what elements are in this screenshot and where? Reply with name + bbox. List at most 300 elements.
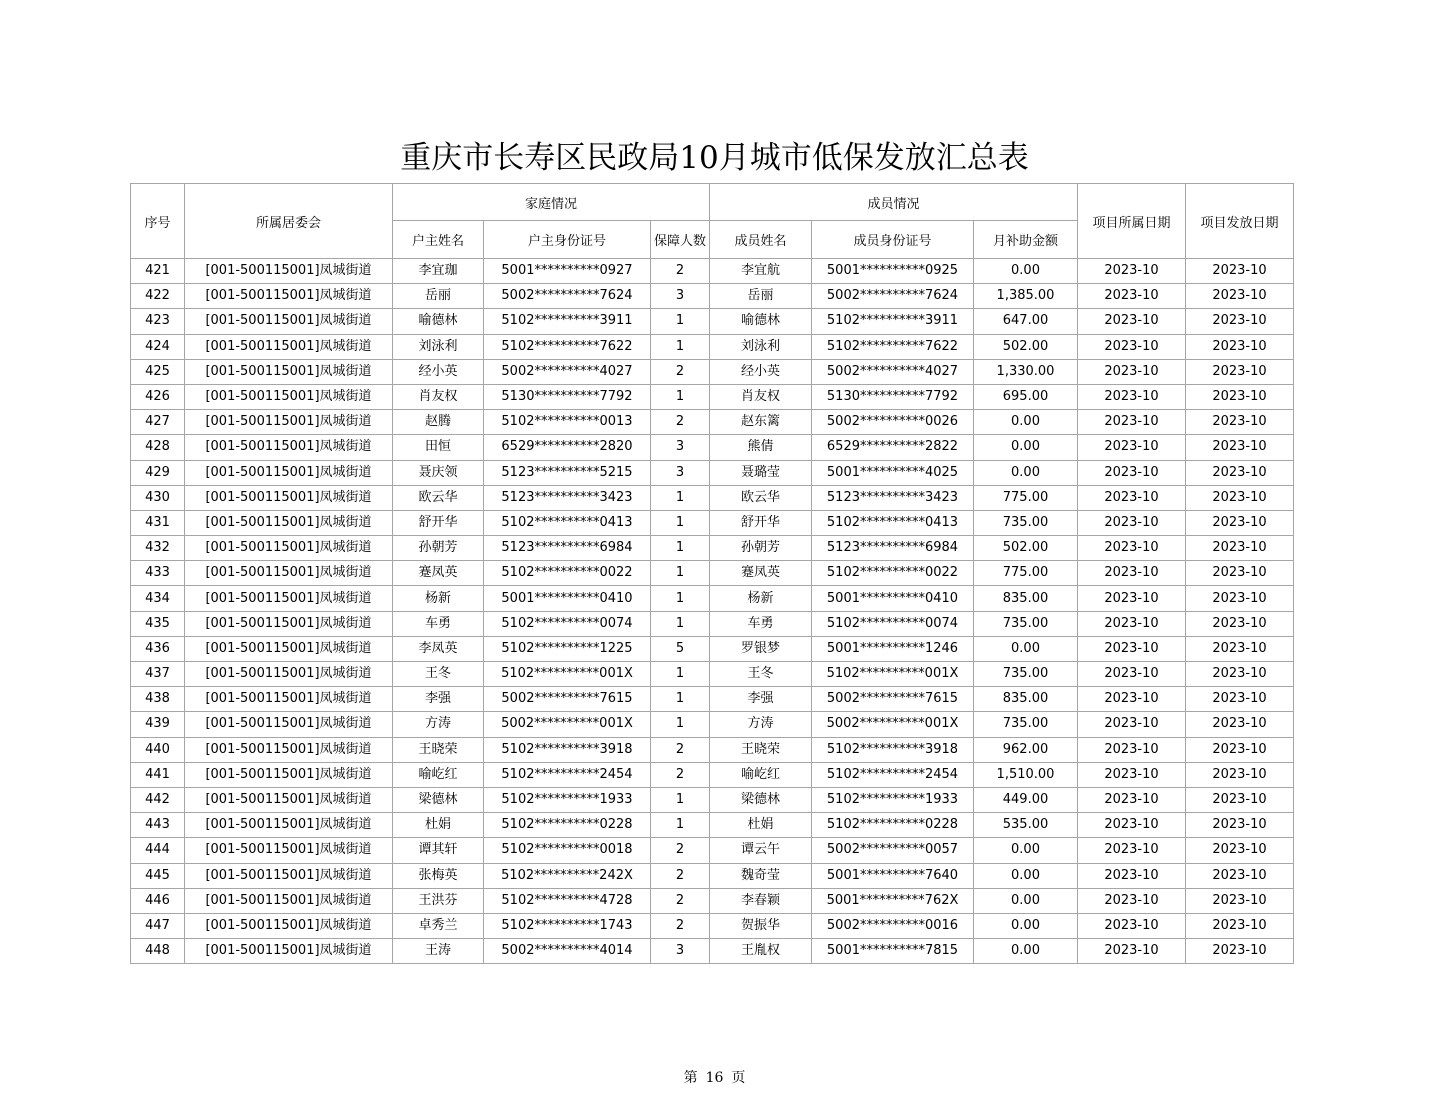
cell-head-id: 5102**********1225 <box>484 636 651 661</box>
cell-period: 2023-10 <box>1078 435 1186 460</box>
cell-subsidy: 0.00 <box>974 259 1078 284</box>
cell-seq: 439 <box>131 712 185 737</box>
cell-issue: 2023-10 <box>1186 813 1294 838</box>
page-number: 16 <box>705 1070 724 1086</box>
cell-committee: [001-500115001]凤城街道 <box>185 359 393 384</box>
cell-member-id: 5123**********3423 <box>812 485 974 510</box>
cell-subsidy: 0.00 <box>974 888 1078 913</box>
cell-head-id: 5002**********7615 <box>484 687 651 712</box>
cell-head-name: 李凤英 <box>393 636 484 661</box>
cell-subsidy: 1,510.00 <box>974 762 1078 787</box>
cell-subsidy: 735.00 <box>974 611 1078 636</box>
cell-period: 2023-10 <box>1078 813 1186 838</box>
cell-head-id: 5102**********001X <box>484 662 651 687</box>
cell-head-id: 5002**********4027 <box>484 359 651 384</box>
cell-seq: 444 <box>131 838 185 863</box>
table-row <box>131 611 1294 636</box>
cell-member-id: 5001**********4025 <box>812 460 974 485</box>
cell-period: 2023-10 <box>1078 838 1186 863</box>
cell-head-id: 5102**********3911 <box>484 309 651 334</box>
table-row <box>131 687 1294 712</box>
cell-period: 2023-10 <box>1078 309 1186 334</box>
cell-head-name: 车勇 <box>393 611 484 636</box>
cell-seq: 430 <box>131 485 185 510</box>
cell-head-name: 李强 <box>393 687 484 712</box>
header-subsidy: 月补助金额 <box>974 221 1078 259</box>
cell-issue: 2023-10 <box>1186 334 1294 359</box>
cell-subsidy: 1,330.00 <box>974 359 1078 384</box>
cell-seq: 436 <box>131 636 185 661</box>
cell-member-name: 谭云午 <box>710 838 812 863</box>
cell-member-name: 欧云华 <box>710 485 812 510</box>
cell-period: 2023-10 <box>1078 636 1186 661</box>
cell-member-id: 5102**********001X <box>812 662 974 687</box>
cell-period: 2023-10 <box>1078 259 1186 284</box>
cell-subsidy: 502.00 <box>974 536 1078 561</box>
cell-member-id: 5002**********0057 <box>812 838 974 863</box>
cell-issue: 2023-10 <box>1186 888 1294 913</box>
table-row <box>131 384 1294 409</box>
page-footer <box>0 1068 1429 1088</box>
cell-member-name: 李宜航 <box>710 259 812 284</box>
cell-committee: [001-500115001]凤城街道 <box>185 334 393 359</box>
cell-seq: 423 <box>131 309 185 334</box>
cell-member-id: 5002**********001X <box>812 712 974 737</box>
table-row <box>131 838 1294 863</box>
cell-head-id: 5102**********0018 <box>484 838 651 863</box>
cell-member-name: 方涛 <box>710 712 812 737</box>
table-row <box>131 435 1294 460</box>
cell-covered: 1 <box>651 611 710 636</box>
cell-seq: 447 <box>131 913 185 938</box>
cell-period: 2023-10 <box>1078 863 1186 888</box>
cell-head-id: 5102**********242X <box>484 863 651 888</box>
cell-committee: [001-500115001]凤城街道 <box>185 939 393 964</box>
header-covered: 保障人数 <box>651 221 710 259</box>
table-row <box>131 737 1294 762</box>
table-row <box>131 359 1294 384</box>
cell-head-name: 王洪芬 <box>393 888 484 913</box>
table-row <box>131 913 1294 938</box>
cell-member-id: 5002**********0026 <box>812 410 974 435</box>
cell-committee: [001-500115001]凤城街道 <box>185 863 393 888</box>
cell-head-name: 张梅英 <box>393 863 484 888</box>
cell-subsidy: 775.00 <box>974 485 1078 510</box>
cell-committee: [001-500115001]凤城街道 <box>185 813 393 838</box>
table-row <box>131 334 1294 359</box>
cell-seq: 442 <box>131 787 185 812</box>
cell-head-name: 舒开华 <box>393 510 484 535</box>
cell-head-name: 谭其轩 <box>393 838 484 863</box>
cell-committee: [001-500115001]凤城街道 <box>185 384 393 409</box>
cell-seq: 427 <box>131 410 185 435</box>
cell-period: 2023-10 <box>1078 460 1186 485</box>
cell-member-name: 车勇 <box>710 611 812 636</box>
cell-member-id: 5102**********0228 <box>812 813 974 838</box>
header-issue: 项目发放日期 <box>1186 184 1294 259</box>
cell-covered: 2 <box>651 838 710 863</box>
cell-issue: 2023-10 <box>1186 410 1294 435</box>
cell-member-id: 5102**********0022 <box>812 561 974 586</box>
cell-member-name: 王晓荣 <box>710 737 812 762</box>
cell-subsidy: 0.00 <box>974 913 1078 938</box>
cell-issue: 2023-10 <box>1186 284 1294 309</box>
cell-subsidy: 0.00 <box>974 863 1078 888</box>
cell-issue: 2023-10 <box>1186 561 1294 586</box>
cell-seq: 426 <box>131 384 185 409</box>
cell-issue: 2023-10 <box>1186 259 1294 284</box>
cell-member-name: 经小英 <box>710 359 812 384</box>
cell-subsidy: 0.00 <box>974 838 1078 863</box>
cell-committee: [001-500115001]凤城街道 <box>185 611 393 636</box>
cell-seq: 428 <box>131 435 185 460</box>
cell-head-id: 5123**********6984 <box>484 536 651 561</box>
table-row <box>131 939 1294 964</box>
cell-subsidy: 835.00 <box>974 687 1078 712</box>
cell-period: 2023-10 <box>1078 561 1186 586</box>
cell-committee: [001-500115001]凤城街道 <box>185 259 393 284</box>
cell-covered: 5 <box>651 636 710 661</box>
cell-committee: [001-500115001]凤城街道 <box>185 510 393 535</box>
table-row <box>131 636 1294 661</box>
header-member-group: 成员情况 <box>710 184 1078 221</box>
cell-issue: 2023-10 <box>1186 737 1294 762</box>
cell-seq: 432 <box>131 536 185 561</box>
cell-head-id: 5102**********7622 <box>484 334 651 359</box>
cell-covered: 3 <box>651 939 710 964</box>
table-row <box>131 485 1294 510</box>
cell-head-id: 5102**********1743 <box>484 913 651 938</box>
cell-issue: 2023-10 <box>1186 586 1294 611</box>
cell-subsidy: 735.00 <box>974 510 1078 535</box>
cell-period: 2023-10 <box>1078 737 1186 762</box>
cell-committee: [001-500115001]凤城街道 <box>185 838 393 863</box>
header-committee: 所属居委会 <box>185 184 393 259</box>
cell-seq: 435 <box>131 611 185 636</box>
cell-seq: 445 <box>131 863 185 888</box>
cell-seq: 440 <box>131 737 185 762</box>
cell-head-name: 王冬 <box>393 662 484 687</box>
cell-head-name: 赵腾 <box>393 410 484 435</box>
cell-period: 2023-10 <box>1078 611 1186 636</box>
cell-seq: 437 <box>131 662 185 687</box>
cell-covered: 2 <box>651 359 710 384</box>
cell-subsidy: 647.00 <box>974 309 1078 334</box>
cell-member-id: 5002**********4027 <box>812 359 974 384</box>
cell-covered: 2 <box>651 737 710 762</box>
cell-covered: 1 <box>651 510 710 535</box>
cell-seq: 431 <box>131 510 185 535</box>
cell-head-id: 5102**********0013 <box>484 410 651 435</box>
cell-head-id: 5001**********0410 <box>484 586 651 611</box>
cell-subsidy: 695.00 <box>974 384 1078 409</box>
cell-seq: 448 <box>131 939 185 964</box>
cell-subsidy: 775.00 <box>974 561 1078 586</box>
cell-committee: [001-500115001]凤城街道 <box>185 888 393 913</box>
cell-head-name: 肖友权 <box>393 384 484 409</box>
cell-committee: [001-500115001]凤城街道 <box>185 762 393 787</box>
cell-period: 2023-10 <box>1078 712 1186 737</box>
cell-seq: 421 <box>131 259 185 284</box>
cell-issue: 2023-10 <box>1186 384 1294 409</box>
cell-covered: 3 <box>651 284 710 309</box>
table-row <box>131 586 1294 611</box>
cell-head-name: 孙朝芳 <box>393 536 484 561</box>
cell-covered: 1 <box>651 485 710 510</box>
cell-subsidy: 449.00 <box>974 787 1078 812</box>
cell-seq: 422 <box>131 284 185 309</box>
cell-covered: 1 <box>651 309 710 334</box>
cell-issue: 2023-10 <box>1186 510 1294 535</box>
cell-covered: 3 <box>651 435 710 460</box>
cell-head-name: 王涛 <box>393 939 484 964</box>
cell-member-name: 熊倩 <box>710 435 812 460</box>
cell-member-name: 喻德林 <box>710 309 812 334</box>
cell-member-id: 5001**********0410 <box>812 586 974 611</box>
cell-head-id: 5130**********7792 <box>484 384 651 409</box>
cell-seq: 441 <box>131 762 185 787</box>
cell-committee: [001-500115001]凤城街道 <box>185 485 393 510</box>
cell-issue: 2023-10 <box>1186 435 1294 460</box>
cell-period: 2023-10 <box>1078 586 1186 611</box>
cell-member-name: 贺振华 <box>710 913 812 938</box>
cell-head-id: 5102**********3918 <box>484 737 651 762</box>
cell-head-name: 王晓荣 <box>393 737 484 762</box>
cell-member-id: 5102**********3911 <box>812 309 974 334</box>
cell-issue: 2023-10 <box>1186 662 1294 687</box>
cell-member-id: 5001**********0925 <box>812 259 974 284</box>
cell-issue: 2023-10 <box>1186 913 1294 938</box>
cell-period: 2023-10 <box>1078 384 1186 409</box>
cell-period: 2023-10 <box>1078 536 1186 561</box>
header-row-top <box>131 184 1294 221</box>
cell-period: 2023-10 <box>1078 334 1186 359</box>
table-row <box>131 284 1294 309</box>
cell-member-name: 王冬 <box>710 662 812 687</box>
cell-member-id: 5123**********6984 <box>812 536 974 561</box>
cell-issue: 2023-10 <box>1186 359 1294 384</box>
table-row <box>131 510 1294 535</box>
cell-period: 2023-10 <box>1078 359 1186 384</box>
cell-issue: 2023-10 <box>1186 636 1294 661</box>
cell-committee: [001-500115001]凤城街道 <box>185 787 393 812</box>
cell-member-id: 5102**********0413 <box>812 510 974 535</box>
table-row <box>131 536 1294 561</box>
cell-member-name: 蹇凤英 <box>710 561 812 586</box>
cell-head-name: 刘泳利 <box>393 334 484 359</box>
cell-committee: [001-500115001]凤城街道 <box>185 410 393 435</box>
cell-member-id: 5130**********7792 <box>812 384 974 409</box>
cell-covered: 1 <box>651 687 710 712</box>
cell-issue: 2023-10 <box>1186 611 1294 636</box>
cell-head-id: 5102**********0022 <box>484 561 651 586</box>
cell-head-id: 5123**********3423 <box>484 485 651 510</box>
cell-seq: 429 <box>131 460 185 485</box>
cell-head-id: 5102**********2454 <box>484 762 651 787</box>
cell-head-id: 5102**********0413 <box>484 510 651 535</box>
cell-head-id: 5102**********0228 <box>484 813 651 838</box>
cell-period: 2023-10 <box>1078 662 1186 687</box>
cell-subsidy: 735.00 <box>974 662 1078 687</box>
header-seq: 序号 <box>131 184 185 259</box>
cell-member-name: 肖友权 <box>710 384 812 409</box>
cell-seq: 438 <box>131 687 185 712</box>
cell-member-name: 罗银梦 <box>710 636 812 661</box>
cell-seq: 446 <box>131 888 185 913</box>
cell-covered: 2 <box>651 888 710 913</box>
cell-seq: 424 <box>131 334 185 359</box>
cell-covered: 1 <box>651 787 710 812</box>
cell-member-name: 聂璐莹 <box>710 460 812 485</box>
cell-member-id: 6529**********2822 <box>812 435 974 460</box>
cell-committee: [001-500115001]凤城街道 <box>185 586 393 611</box>
cell-member-id: 5002**********7615 <box>812 687 974 712</box>
cell-covered: 1 <box>651 384 710 409</box>
cell-head-name: 聂庆领 <box>393 460 484 485</box>
header-family-group: 家庭情况 <box>393 184 710 221</box>
cell-subsidy: 0.00 <box>974 460 1078 485</box>
cell-member-id: 5001**********7815 <box>812 939 974 964</box>
cell-head-name: 方涛 <box>393 712 484 737</box>
cell-issue: 2023-10 <box>1186 309 1294 334</box>
cell-committee: [001-500115001]凤城街道 <box>185 737 393 762</box>
cell-head-id: 5102**********4728 <box>484 888 651 913</box>
cell-subsidy: 735.00 <box>974 712 1078 737</box>
cell-head-name: 田恒 <box>393 435 484 460</box>
cell-seq: 434 <box>131 586 185 611</box>
cell-head-name: 杜娟 <box>393 813 484 838</box>
cell-period: 2023-10 <box>1078 284 1186 309</box>
cell-member-name: 李强 <box>710 687 812 712</box>
cell-covered: 3 <box>651 460 710 485</box>
cell-period: 2023-10 <box>1078 939 1186 964</box>
table-row <box>131 662 1294 687</box>
cell-committee: [001-500115001]凤城街道 <box>185 687 393 712</box>
table-header <box>131 184 1294 259</box>
cell-subsidy: 962.00 <box>974 737 1078 762</box>
cell-member-id: 5102**********2454 <box>812 762 974 787</box>
header-member-id: 成员身份证号 <box>812 221 974 259</box>
cell-issue: 2023-10 <box>1186 762 1294 787</box>
table-row <box>131 787 1294 812</box>
cell-member-id: 5001**********762X <box>812 888 974 913</box>
cell-committee: [001-500115001]凤城街道 <box>185 913 393 938</box>
table-row <box>131 309 1294 334</box>
table-row <box>131 259 1294 284</box>
cell-head-name: 经小英 <box>393 359 484 384</box>
cell-member-id: 5002**********7624 <box>812 284 974 309</box>
cell-covered: 1 <box>651 712 710 737</box>
cell-issue: 2023-10 <box>1186 485 1294 510</box>
cell-member-name: 魏奇莹 <box>710 863 812 888</box>
table-row <box>131 410 1294 435</box>
cell-issue: 2023-10 <box>1186 787 1294 812</box>
cell-member-name: 杜娟 <box>710 813 812 838</box>
cell-committee: [001-500115001]凤城街道 <box>185 284 393 309</box>
table-row <box>131 460 1294 485</box>
cell-seq: 433 <box>131 561 185 586</box>
cell-head-name: 岳丽 <box>393 284 484 309</box>
header-member-name: 成员姓名 <box>710 221 812 259</box>
cell-subsidy: 0.00 <box>974 435 1078 460</box>
cell-member-name: 喻屹红 <box>710 762 812 787</box>
cell-period: 2023-10 <box>1078 913 1186 938</box>
cell-issue: 2023-10 <box>1186 712 1294 737</box>
cell-subsidy: 835.00 <box>974 586 1078 611</box>
cell-head-name: 喻屹红 <box>393 762 484 787</box>
table-row <box>131 888 1294 913</box>
cell-member-id: 5102**********3918 <box>812 737 974 762</box>
cell-head-id: 5002**********4014 <box>484 939 651 964</box>
cell-issue: 2023-10 <box>1186 863 1294 888</box>
cell-head-name: 梁德林 <box>393 787 484 812</box>
cell-head-name: 蹇凤英 <box>393 561 484 586</box>
table-row <box>131 561 1294 586</box>
header-head-id: 户主身份证号 <box>484 221 651 259</box>
table-row <box>131 712 1294 737</box>
cell-covered: 1 <box>651 536 710 561</box>
cell-period: 2023-10 <box>1078 485 1186 510</box>
cell-subsidy: 1,385.00 <box>974 284 1078 309</box>
cell-member-name: 王胤权 <box>710 939 812 964</box>
cell-issue: 2023-10 <box>1186 536 1294 561</box>
cell-head-name: 杨新 <box>393 586 484 611</box>
cell-member-id: 5102**********1933 <box>812 787 974 812</box>
cell-covered: 2 <box>651 259 710 284</box>
cell-period: 2023-10 <box>1078 888 1186 913</box>
cell-member-name: 刘泳利 <box>710 334 812 359</box>
cell-member-name: 杨新 <box>710 586 812 611</box>
cell-head-id: 5102**********1933 <box>484 787 651 812</box>
cell-committee: [001-500115001]凤城街道 <box>185 536 393 561</box>
table-row <box>131 863 1294 888</box>
cell-head-id: 6529**********2820 <box>484 435 651 460</box>
cell-subsidy: 0.00 <box>974 939 1078 964</box>
cell-issue: 2023-10 <box>1186 460 1294 485</box>
cell-head-name: 卓秀兰 <box>393 913 484 938</box>
cell-subsidy: 0.00 <box>974 410 1078 435</box>
cell-head-id: 5002**********7624 <box>484 284 651 309</box>
cell-member-id: 5102**********7622 <box>812 334 974 359</box>
cell-head-id: 5123**********5215 <box>484 460 651 485</box>
footer-prefix: 第 <box>683 1070 698 1086</box>
header-period: 项目所属日期 <box>1078 184 1186 259</box>
cell-subsidy: 0.00 <box>974 636 1078 661</box>
cell-member-name: 孙朝芳 <box>710 536 812 561</box>
cell-issue: 2023-10 <box>1186 687 1294 712</box>
cell-head-id: 5002**********001X <box>484 712 651 737</box>
cell-committee: [001-500115001]凤城街道 <box>185 561 393 586</box>
cell-member-id: 5002**********0016 <box>812 913 974 938</box>
cell-issue: 2023-10 <box>1186 838 1294 863</box>
cell-subsidy: 535.00 <box>974 813 1078 838</box>
cell-committee: [001-500115001]凤城街道 <box>185 712 393 737</box>
cell-member-id: 5102**********0074 <box>812 611 974 636</box>
cell-covered: 1 <box>651 334 710 359</box>
cell-period: 2023-10 <box>1078 510 1186 535</box>
table-row <box>131 813 1294 838</box>
cell-member-id: 5001**********1246 <box>812 636 974 661</box>
cell-head-name: 李宜珈 <box>393 259 484 284</box>
cell-committee: [001-500115001]凤城街道 <box>185 662 393 687</box>
cell-head-name: 喻德林 <box>393 309 484 334</box>
cell-head-name: 欧云华 <box>393 485 484 510</box>
cell-covered: 2 <box>651 913 710 938</box>
cell-covered: 1 <box>651 561 710 586</box>
cell-member-name: 赵东篱 <box>710 410 812 435</box>
header-head-name: 户主姓名 <box>393 221 484 259</box>
cell-head-id: 5102**********0074 <box>484 611 651 636</box>
